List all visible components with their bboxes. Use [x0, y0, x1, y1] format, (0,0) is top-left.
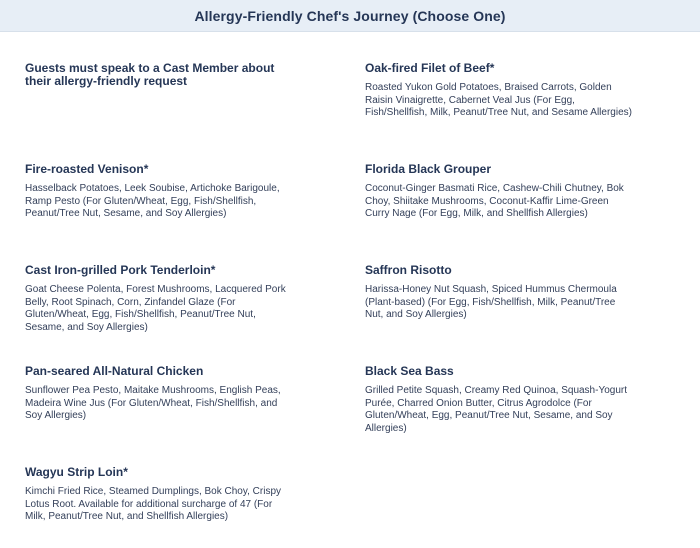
menu-item-black-sea-bass: [365, 365, 635, 435]
menu-item-description: Kimchi Fried Rice, Steamed Dumplings, Bok Choy, Crispy Lotus Root. Available for additional surcharge of 47 (For Milk, Peanut/Tree Nut, and Shellfish Allergies): [25, 486, 282, 523]
menu-item-title: Wagyu Strip Loin*: [25, 465, 128, 479]
menu-item-description: Coconut-Ginger Basmati Rice, Cashew-Chili Chutney, Bok Choy, Shiitake Mushrooms, Coconut-Kaffir Lime-Green Curry Nage (For Egg, Milk, and Shellfish Allergies): [365, 183, 624, 220]
menu-item-pork-tenderloin: [25, 264, 295, 334]
menu-item-title: Pan-seared All-Natural Chicken: [25, 364, 204, 378]
menu-item-filet-of-beef: [365, 62, 635, 120]
menu-item-chicken: [25, 365, 295, 423]
allergy-notice-text: Guests must speak to a Cast Member about their allergy-friendly request: [25, 61, 275, 88]
menu-item-wagyu-strip-loin: [25, 466, 295, 524]
menu-item-description: Grilled Petite Squash, Creamy Red Quinoa, Squash-Yogurt Purée, Charred Onion Butter, Citrus Agrodolce (For Gluten/Wheat, Egg, Peanut/Tree Nut, Sesame, and Soy Allergies): [365, 385, 627, 434]
menu-item-title: Florida Black Grouper: [365, 162, 492, 176]
menu-item-description: Sunflower Pea Pesto, Maitake Mushrooms, English Peas, Madeira Wine Jus (For Gluten/Wheat, Fish/Shellfish, and Soy Allergies): [25, 385, 281, 422]
menu-item-saffron-risotto: [365, 264, 635, 322]
menu-item-title: Fire-roasted Venison*: [25, 162, 149, 176]
menu-items-grid: [0, 32, 700, 548]
section-title: Allergy-Friendly Chef's Journey (Choose One): [194, 7, 506, 24]
menu-item-fire-roasted-venison: [25, 163, 295, 221]
menu-item-title: Saffron Risotto: [365, 263, 452, 277]
menu-item-title: Cast Iron-grilled Pork Tenderloin*: [25, 263, 216, 277]
menu-item-black-grouper: [365, 163, 635, 221]
menu-item-description: Goat Cheese Polenta, Forest Mushrooms, Lacquered Pork Belly, Root Spinach, Corn, Zinfandel Glaze (For Gluten/Wheat, Egg, Fish/Shellfish, Peanut/Tree Nut, Sesame, and Soy Allergies): [25, 284, 286, 333]
menu-item-description: Hasselback Potatoes, Leek Soubise, Artichoke Barigoule, Ramp Pesto (For Gluten/Wheat, Egg, Fish/Shellfish, Peanut/Tree Nut, Sesame, and Soy Allergies): [25, 183, 280, 220]
allergy-notice: [25, 62, 295, 95]
menu-item-title: Oak-fired Filet of Beef*: [365, 61, 495, 75]
menu-section-header: [0, 0, 700, 32]
menu-item-description: Roasted Yukon Gold Potatoes, Braised Carrots, Golden Raisin Vinaigrette, Cabernet Veal Jus (For Egg, Fish/Shellfish, Milk, Peanut/Tree Nut, and Sesame Allergies): [365, 82, 632, 119]
menu-item-title: Black Sea Bass: [365, 364, 454, 378]
menu-item-description: Harissa-Honey Nut Squash, Spiced Hummus Chermoula (Plant-based) (For Egg, Fish/Shellfish, Milk, Peanut/Tree Nut, and Soy Allergies): [365, 284, 617, 321]
